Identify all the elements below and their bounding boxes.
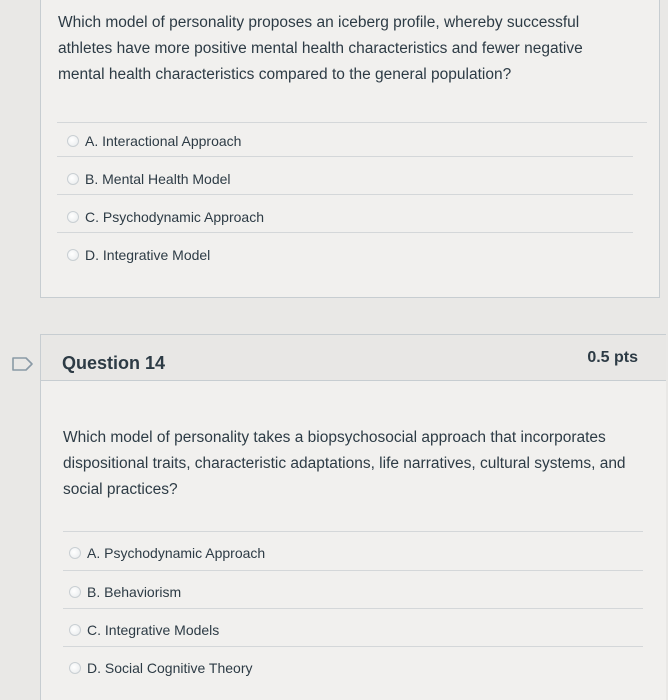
- answer-label: A. Interactional Approach: [85, 133, 242, 149]
- q14-answer-c[interactable]: [69, 622, 219, 638]
- answer-label: B. Behaviorism: [87, 584, 182, 600]
- question-header: [41, 335, 666, 381]
- answer-label: C. Psychodynamic Approach: [85, 209, 264, 225]
- radio-button-icon[interactable]: [67, 249, 79, 261]
- question-13-card: [40, 0, 660, 298]
- answer-label: A. Psychodynamic Approach: [87, 545, 266, 561]
- question-points: 0.5 pts: [587, 349, 638, 366]
- radio-button-icon[interactable]: [69, 547, 81, 559]
- question-14-card: [40, 334, 666, 700]
- answer-label: D. Integrative Model: [85, 247, 211, 263]
- q13-answer-d[interactable]: [67, 247, 210, 263]
- q14-answer-b[interactable]: [69, 584, 181, 600]
- answers-divider: [57, 122, 647, 123]
- answer-label: C. Integrative Models: [87, 622, 220, 638]
- radio-button-icon[interactable]: [67, 173, 79, 185]
- answer-divider: [63, 608, 643, 609]
- bookmark-flag-icon[interactable]: [12, 357, 34, 371]
- q13-answer-a[interactable]: [67, 133, 241, 149]
- radio-button-icon[interactable]: [67, 135, 79, 147]
- answer-divider: [57, 194, 633, 195]
- answer-divider: [57, 232, 633, 233]
- q14-answer-a[interactable]: [69, 545, 265, 561]
- q13-answer-b[interactable]: [67, 171, 231, 187]
- question-13-text: Which model of personality proposes an iceberg profile, whereby successful athletes have more positive mental health characteristics and fewer negative mental health characteristics compared to the general population?: [58, 14, 583, 83]
- answer-divider: [57, 156, 633, 157]
- q13-answer-c[interactable]: [67, 209, 264, 225]
- radio-button-icon[interactable]: [69, 662, 81, 674]
- answer-label: B. Mental Health Model: [85, 171, 231, 187]
- answer-divider: [63, 646, 643, 647]
- radio-button-icon[interactable]: [67, 211, 79, 223]
- radio-button-icon[interactable]: [69, 624, 81, 636]
- answers-divider: [63, 531, 643, 532]
- radio-button-icon[interactable]: [69, 586, 81, 598]
- question-title: Question 14: [62, 353, 166, 373]
- question-14-text: Which model of personality takes a biopsychosocial approach that incorporates dispositional traits, characteristic adaptations, life narratives, cultural systems, and social practices?: [63, 429, 626, 498]
- q14-answer-d[interactable]: [69, 660, 252, 676]
- answer-divider: [63, 570, 643, 571]
- answer-label: D. Social Cognitive Theory: [87, 660, 253, 676]
